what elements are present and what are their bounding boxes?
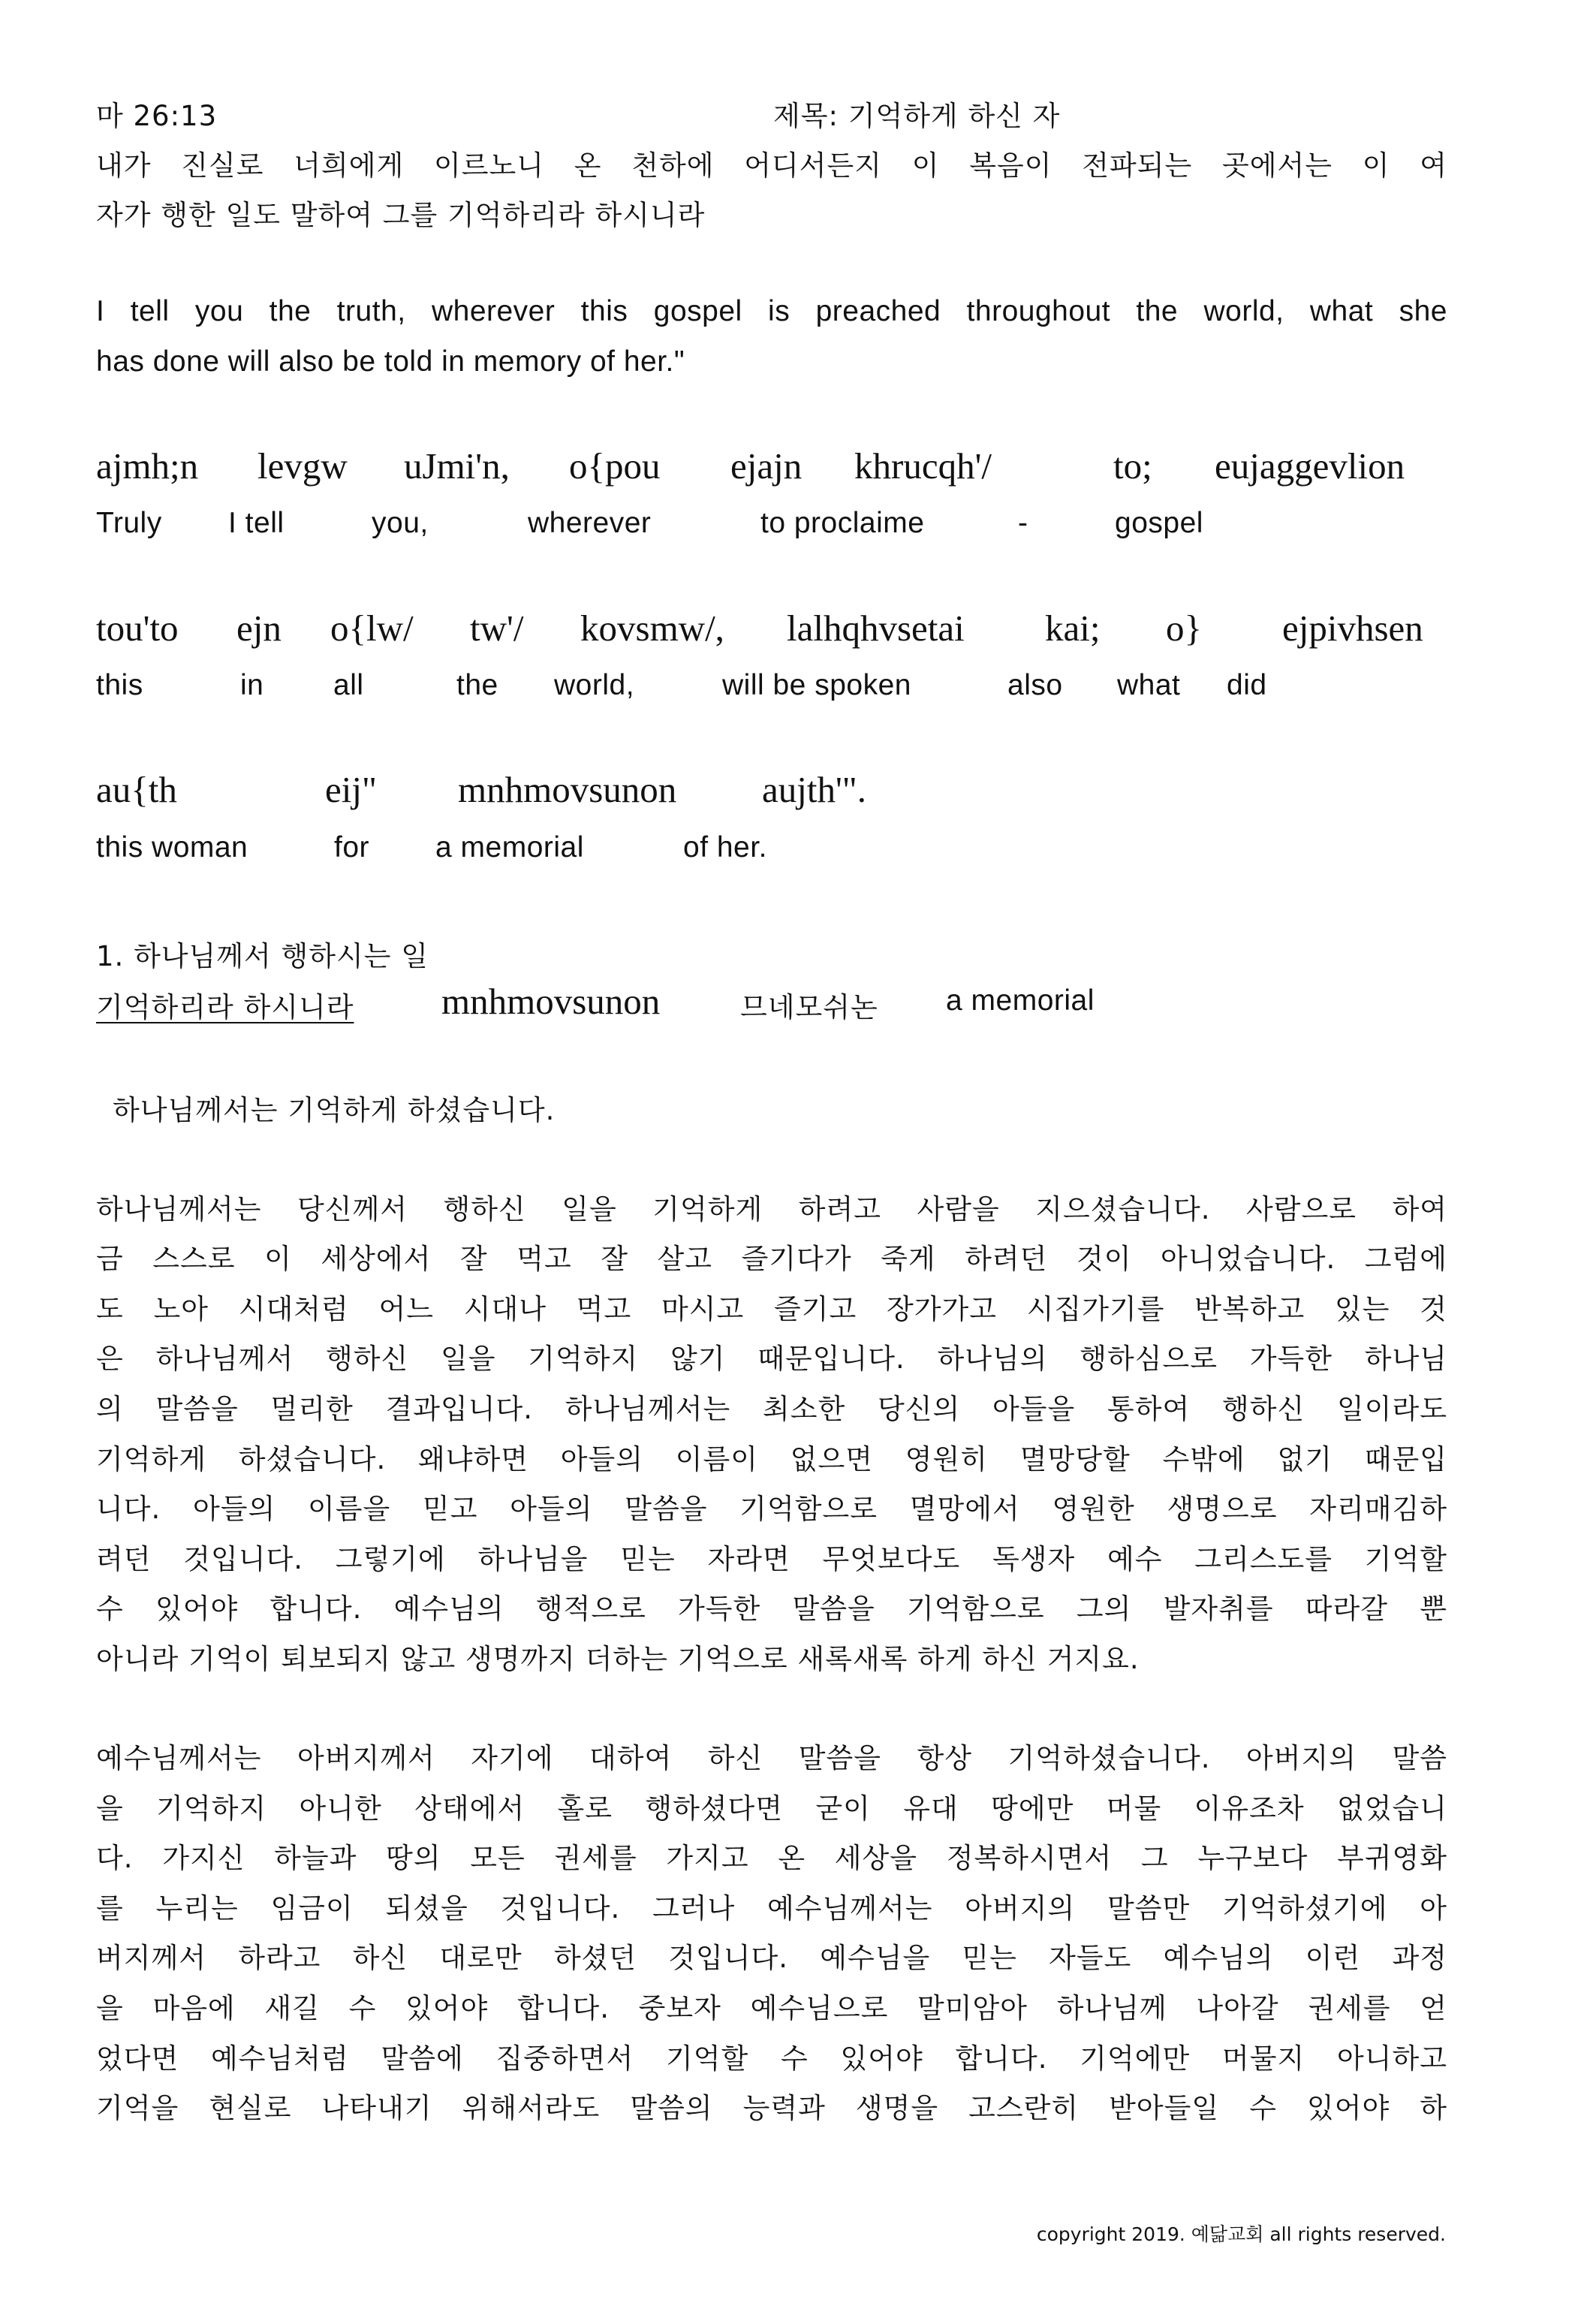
greek-word: kai; (1045, 607, 1101, 649)
paragraph-line: 의 말씀을 멀리한 결과입니다. 하나님께서는 최소한 당신의 아들을 통하여 행하신 일이라도 (96, 1393, 1447, 1425)
greek-word: ajmh;n (96, 445, 199, 487)
gloss-word: in (240, 669, 264, 701)
gloss-word: for (334, 831, 370, 864)
english-verse-line: I tell you the truth, wherever this gospel is preached throughout the world, what she (96, 295, 1447, 327)
copyright-footer: copyright 2019. 예닮교회 all rights reserved. (1036, 2223, 1446, 2245)
greek-word: lalhqhvsetai (787, 607, 965, 649)
greek-word: au{th (96, 769, 177, 810)
sermon-title: 제목: 기억하게 하신 자 (773, 100, 1061, 132)
paragraph-line: 기억하게 하셨습니다. 왜냐하면 아들의 이름이 없으면 영원히 멸망당할 수밖에 없기 때문입 (96, 1443, 1447, 1475)
gloss-word: of her. (683, 831, 767, 864)
korean-verse-line: 자가 행한 일도 말하여 그를 기억하리라 하시니라 (96, 199, 706, 231)
section-heading: 1. 하나님께서 행하시는 일 (96, 940, 429, 972)
paragraph-line: 은 하나님께서 행하신 일을 기억하지 않기 때문입니다. 하나님의 행하심으로 가득한 하나님 (96, 1343, 1447, 1375)
paragraph-line: 를 누리는 임금이 되셨을 것입니다. 그러나 예수님께서는 아버지의 말씀만 기억하셨기에 아 (96, 1892, 1447, 1925)
key-greek-term: mnhmovsunon (441, 981, 661, 1022)
key-transliteration: 므네모쉬논 (740, 991, 878, 1023)
greek-word: to; (1113, 445, 1152, 487)
paragraph-line: 버지께서 하라고 하신 대로만 하셨던 것입니다. 예수님을 믿는 자들도 예수님의 이런 과정 (96, 1942, 1447, 1974)
paragraph-line: 도 노아 시대처럼 어느 시대나 먹고 마시고 즐기고 장가가고 시집가기를 반복하고 있는 것 (96, 1293, 1447, 1325)
key-phrase: 기억하리라 하시니라 (96, 991, 354, 1023)
interlinear-english-row (96, 669, 1447, 714)
greek-word: o} (1166, 607, 1203, 649)
gloss-word: world, (554, 669, 635, 701)
gloss-word: gospel (1115, 507, 1203, 539)
gloss-word: all (333, 669, 364, 701)
gloss-word: did (1227, 669, 1267, 701)
gloss-word: the (456, 669, 498, 701)
gloss-word: what (1117, 669, 1181, 701)
english-verse-line: has done will also be told in memory of her." (96, 345, 685, 378)
greek-word: tw'/ (470, 607, 524, 649)
paragraph-line: 금 스스로 이 세상에서 잘 먹고 잘 살고 즐기다가 죽게 하려던 것이 아니었습니다. 그럼에 (96, 1243, 1447, 1275)
greek-word: tou'to (96, 607, 179, 649)
paragraph-line: 려던 것입니다. 그렇기에 하나님을 믿는 자라면 무엇보다도 독생자 예수 그리스도를 기억할 (96, 1543, 1447, 1575)
key-english-term: a memorial (946, 984, 1095, 1017)
gloss-word: will be spoken (722, 669, 911, 701)
paragraph-line: 하나님께서는 당신께서 행하신 일을 기억하게 하려고 사람을 지으셨습니다. 사람으로 하여 (96, 1193, 1447, 1225)
interlinear-greek-row (96, 607, 1447, 652)
gloss-word: I tell (228, 507, 285, 539)
key-term-row (96, 980, 1447, 1032)
greek-word: ejpivhsen (1282, 607, 1423, 649)
gloss-word: you, (372, 507, 429, 539)
greek-word: uJmi'n, (404, 445, 510, 487)
paragraph-line: 기억을 현실로 나타내기 위해서라도 말씀의 능력과 생명을 고스란히 받아들일 수 있어야 하 (96, 2092, 1447, 2124)
paragraph-line: 을 기억하지 아니한 상태에서 홀로 행하셨다면 굳이 유대 땅에만 머물 이유조차 없었습니 (96, 1792, 1447, 1825)
gloss-word: also (1007, 669, 1063, 701)
gloss-word: to proclaime (760, 507, 925, 539)
greek-word: eij" (325, 769, 377, 810)
paragraph-line: 예수님께서는 아버지께서 자기에 대하여 하신 말씀을 항상 기억하셨습니다. 아버지의 말씀 (96, 1742, 1447, 1774)
section-summary: 하나님께서는 기억하게 하셨습니다. (113, 1094, 556, 1126)
greek-word: eujaggevlion (1215, 445, 1405, 487)
scripture-reference: 마 26:13 (96, 100, 218, 132)
greek-word: mnhmovsunon (458, 769, 677, 810)
greek-word: aujth'". (762, 769, 867, 810)
greek-word: o{pou (569, 445, 661, 487)
paragraph-line: 니다. 아들의 이름을 믿고 아들의 말씀을 기억함으로 멸망에서 영원한 생명으로 자리매김하 (96, 1493, 1447, 1525)
gloss-word: a memorial (435, 831, 584, 864)
paragraph-line: 었다면 예수님처럼 말씀에 집중하면서 기억할 수 있어야 합니다. 기억에만 머물지 아니하고 (96, 2042, 1447, 2075)
gloss-word: this (96, 669, 143, 701)
korean-verse-line: 내가 진실로 너희에게 이르노니 온 천하에 어디서든지 이 복음이 전파되는 곳에서는 이 여 (96, 149, 1447, 182)
greek-word: levgw (257, 445, 348, 487)
greek-word: o{lw/ (330, 607, 414, 649)
interlinear-greek-row (96, 445, 1447, 490)
interlinear-greek-row (96, 768, 1447, 813)
gloss-word: this woman (96, 831, 248, 864)
gloss-word: - (1018, 507, 1028, 539)
gloss-word: wherever (528, 507, 652, 539)
paragraph-line: 아니라 기억이 퇴보되지 않고 생명까지 더하는 기억으로 새록새록 하게 하신 거지요. (96, 1643, 1140, 1675)
paragraph-line: 다. 가지신 하늘과 땅의 모든 권세를 가지고 온 세상을 정복하시면서 그 누구보다 부귀영화 (96, 1842, 1447, 1874)
greek-word: ejajn (730, 445, 803, 487)
greek-word: khrucqh'/ (854, 445, 992, 487)
paragraph-line: 을 마음에 새길 수 있어야 합니다. 중보자 예수님으로 말미암아 하나님께 나아갈 권세를 얻 (96, 1992, 1447, 2024)
greek-word: ejn (236, 607, 282, 649)
greek-word: kovsmw/, (580, 607, 724, 649)
interlinear-english-row (96, 831, 1447, 876)
gloss-word: Truly (96, 507, 162, 539)
interlinear-english-row (96, 507, 1447, 552)
paragraph-line: 수 있어야 합니다. 예수님의 행적으로 가득한 말씀을 기억함으로 그의 발자취를 따라갈 뿐 (96, 1593, 1447, 1625)
